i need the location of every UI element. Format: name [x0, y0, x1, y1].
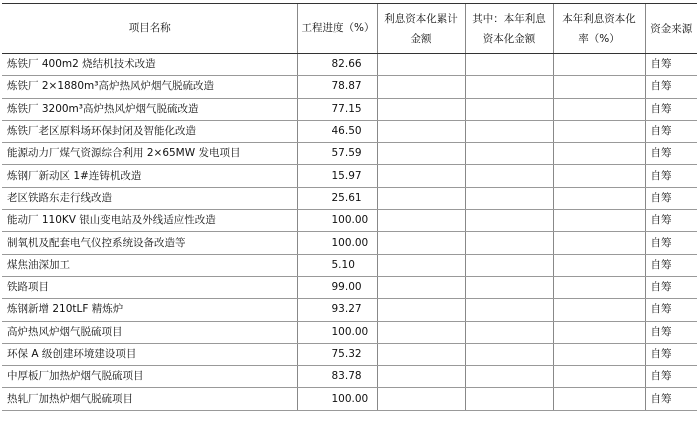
interest-cumulative-cell	[377, 299, 465, 321]
header-interest-cumulative: 利息资本化累计金额	[377, 4, 465, 54]
table-row	[2, 98, 697, 120]
project-name-cell: 炼铁厂 3200m³高炉热风炉烟气脱硫改造	[2, 98, 297, 120]
project-name-cell: 能源动力厂煤气资源综合利用 2×65MW 发电项目	[2, 143, 297, 165]
interest-rate-cell	[553, 343, 645, 365]
interest-rate-cell	[553, 210, 645, 232]
project-name-cell: 炼铁厂 400m2 烧结机技术改造	[2, 54, 297, 76]
progress-cell: 93.27	[297, 299, 377, 321]
interest-rate-cell	[553, 299, 645, 321]
interest-rate-cell	[553, 165, 645, 187]
progress-cell: 25.61	[297, 187, 377, 209]
table-row	[2, 210, 697, 232]
interest-this-year-cell	[465, 276, 553, 298]
interest-cumulative-cell	[377, 366, 465, 388]
fund-source-cell: 自筹	[645, 187, 697, 209]
interest-rate-cell	[553, 120, 645, 142]
progress-cell: 100.00	[297, 210, 377, 232]
interest-this-year-cell	[465, 321, 553, 343]
project-name-cell: 中厚板厂加热炉烟气脱硫项目	[2, 366, 297, 388]
interest-cumulative-cell	[377, 343, 465, 365]
table-row	[2, 76, 697, 98]
table-row	[2, 187, 697, 209]
project-name-cell: 煤焦油深加工	[2, 254, 297, 276]
progress-cell: 100.00	[297, 388, 377, 410]
project-name-cell: 炼钢厂新动区 1#连铸机改造	[2, 165, 297, 187]
interest-rate-cell	[553, 276, 645, 298]
interest-this-year-cell	[465, 254, 553, 276]
project-name-cell: 炼钢新增 210tLF 精炼炉	[2, 299, 297, 321]
table-row	[2, 232, 697, 254]
header-interest-rate: 本年利息资本化率（%）	[553, 4, 645, 54]
interest-this-year-cell	[465, 388, 553, 410]
progress-cell: 77.15	[297, 98, 377, 120]
interest-this-year-cell	[465, 343, 553, 365]
interest-this-year-cell	[465, 187, 553, 209]
progress-cell: 99.00	[297, 276, 377, 298]
header-project-name: 项目名称	[2, 4, 297, 54]
interest-rate-cell	[553, 76, 645, 98]
interest-cumulative-cell	[377, 54, 465, 76]
header-fund-source: 资金来源	[645, 4, 697, 54]
interest-cumulative-cell	[377, 210, 465, 232]
fund-source-cell: 自筹	[645, 366, 697, 388]
project-name-cell: 炼铁厂老区原料场环保封闭及智能化改造	[2, 120, 297, 142]
progress-cell: 57.59	[297, 143, 377, 165]
fund-source-cell: 自筹	[645, 76, 697, 98]
header-progress: 工程进度（%）	[297, 4, 377, 54]
interest-this-year-cell	[465, 98, 553, 120]
fund-source-cell: 自筹	[645, 143, 697, 165]
interest-cumulative-cell	[377, 76, 465, 98]
interest-rate-cell	[553, 54, 645, 76]
interest-cumulative-cell	[377, 254, 465, 276]
table-row	[2, 143, 697, 165]
interest-cumulative-cell	[377, 276, 465, 298]
table-row	[2, 321, 697, 343]
interest-cumulative-cell	[377, 321, 465, 343]
progress-cell: 100.00	[297, 321, 377, 343]
table-row	[2, 254, 697, 276]
table-row	[2, 366, 697, 388]
interest-this-year-cell	[465, 143, 553, 165]
fund-source-cell: 自筹	[645, 54, 697, 76]
project-name-cell: 能动厂 110KV 银山变电站及外线适应性改造	[2, 210, 297, 232]
interest-this-year-cell	[465, 210, 553, 232]
table-row	[2, 120, 697, 142]
interest-cumulative-cell	[377, 232, 465, 254]
fund-source-cell: 自筹	[645, 254, 697, 276]
interest-this-year-cell	[465, 366, 553, 388]
interest-rate-cell	[553, 143, 645, 165]
table-row	[2, 276, 697, 298]
fund-source-cell: 自筹	[645, 210, 697, 232]
table-row	[2, 54, 697, 76]
interest-this-year-cell	[465, 165, 553, 187]
fund-source-cell: 自筹	[645, 98, 697, 120]
interest-rate-cell	[553, 187, 645, 209]
fund-source-cell: 自筹	[645, 343, 697, 365]
table-header-row	[2, 4, 697, 54]
project-name-cell: 热轧厂加热炉烟气脱硫项目	[2, 388, 297, 410]
interest-cumulative-cell	[377, 388, 465, 410]
header-interest-this-year: 其中：本年利息资本化金额	[465, 4, 553, 54]
fund-source-cell: 自筹	[645, 388, 697, 410]
interest-this-year-cell	[465, 299, 553, 321]
project-name-cell: 制氧机及配套电气仪控系统设备改造等	[2, 232, 297, 254]
fund-source-cell: 自筹	[645, 232, 697, 254]
interest-this-year-cell	[465, 76, 553, 98]
fund-source-cell: 自筹	[645, 276, 697, 298]
project-name-cell: 铁路项目	[2, 276, 297, 298]
table-row	[2, 343, 697, 365]
table-body	[2, 54, 697, 411]
interest-rate-cell	[553, 366, 645, 388]
interest-cumulative-cell	[377, 143, 465, 165]
interest-this-year-cell	[465, 54, 553, 76]
interest-cumulative-cell	[377, 98, 465, 120]
interest-cumulative-cell	[377, 165, 465, 187]
table-row	[2, 299, 697, 321]
progress-cell: 100.00	[297, 232, 377, 254]
project-name-cell: 高炉热风炉烟气脱硫项目	[2, 321, 297, 343]
progress-cell: 15.97	[297, 165, 377, 187]
fund-source-cell: 自筹	[645, 321, 697, 343]
project-name-cell: 环保 A 级创建环境建设项目	[2, 343, 297, 365]
table-row	[2, 165, 697, 187]
project-name-cell: 老区铁路东走行线改造	[2, 187, 297, 209]
progress-cell: 78.87	[297, 76, 377, 98]
interest-cumulative-cell	[377, 120, 465, 142]
progress-cell: 5.10	[297, 254, 377, 276]
interest-rate-cell	[553, 254, 645, 276]
construction-projects-table	[2, 3, 697, 411]
project-name-cell: 炼铁厂 2×1880m³高炉热风炉烟气脱硫改造	[2, 76, 297, 98]
interest-this-year-cell	[465, 120, 553, 142]
table-row	[2, 388, 697, 410]
progress-cell: 46.50	[297, 120, 377, 142]
interest-this-year-cell	[465, 232, 553, 254]
fund-source-cell: 自筹	[645, 120, 697, 142]
interest-rate-cell	[553, 232, 645, 254]
progress-cell: 83.78	[297, 366, 377, 388]
interest-rate-cell	[553, 388, 645, 410]
progress-cell: 75.32	[297, 343, 377, 365]
interest-cumulative-cell	[377, 187, 465, 209]
fund-source-cell: 自筹	[645, 299, 697, 321]
interest-rate-cell	[553, 321, 645, 343]
progress-cell: 82.66	[297, 54, 377, 76]
fund-source-cell: 自筹	[645, 165, 697, 187]
interest-rate-cell	[553, 98, 645, 120]
